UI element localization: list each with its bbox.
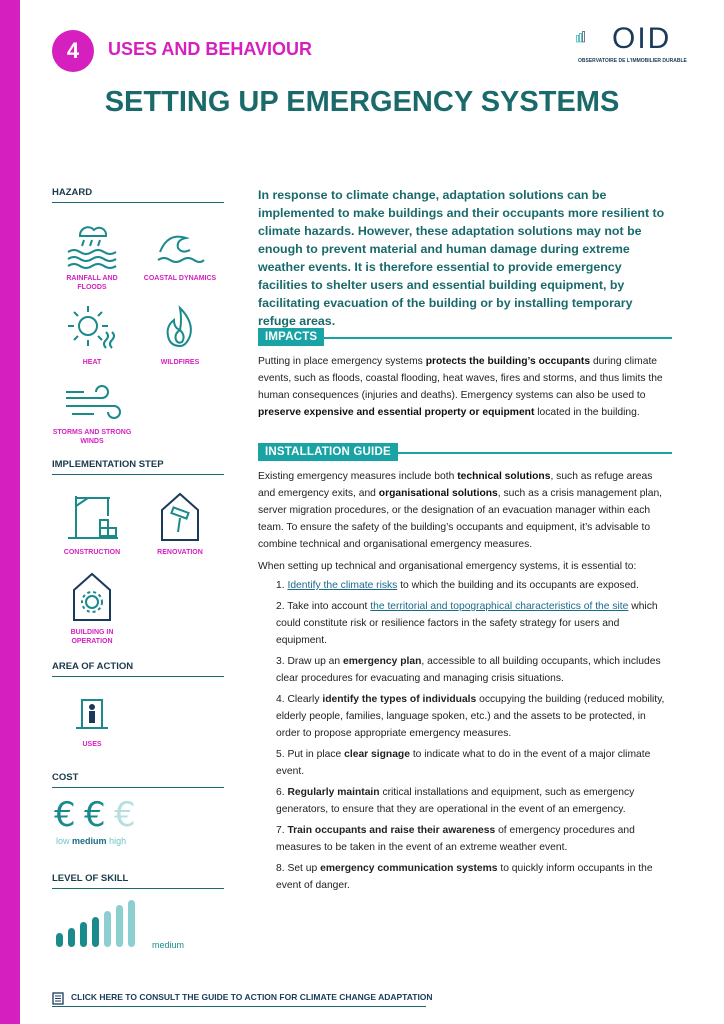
cost-euro-medium-icon: € xyxy=(84,795,106,835)
cost-heading-block xyxy=(52,772,224,788)
impacts-heading: IMPACTS xyxy=(258,328,324,346)
hazard-coastal xyxy=(140,222,220,283)
skill-bar-5 xyxy=(104,911,111,947)
hazard-heading: HAZARD xyxy=(52,187,224,203)
skill-bar-7 xyxy=(128,900,135,947)
hazard-storms-label: STORMS AND STRONG WINDS xyxy=(52,429,132,445)
hazard-wildfires xyxy=(140,302,220,367)
guide-paragraph-1 xyxy=(258,468,672,553)
step-5-text-1: 5. Put in place xyxy=(276,749,345,760)
area-heading-block xyxy=(52,661,224,677)
hazard-heat-label: HEAT xyxy=(82,359,102,366)
list-item xyxy=(276,746,672,780)
step-6-text-1: 6. xyxy=(276,787,288,798)
guide-bold-1: technical solutions xyxy=(457,471,551,482)
skill-level-label: medium xyxy=(152,940,185,950)
step-3-text-1: 3. Draw up an xyxy=(276,656,343,667)
intro-paragraph: In response to climate change, adaptation solutions can be implemented to make buildings and their occupants more resilient to climate hazards. However, these adaptation solutions may not be enough to prevent material and human damage during extreme weather events. It is therefore essential to provide emergency facilities to shelter users and essential building equipment, by facilitating evacuation of the building or by installing temporary refuge areas. xyxy=(258,188,665,328)
cost-heading: COST xyxy=(52,772,224,788)
impacts-paragraph xyxy=(258,353,672,421)
crane-icon xyxy=(62,490,122,544)
step-8-text-1: 8. Set up xyxy=(276,863,321,874)
person-door-icon xyxy=(62,690,122,730)
list-item xyxy=(276,577,672,594)
step-operation xyxy=(52,570,132,646)
step-6-text-2: critical installations and equipment, such as emergency generators, to ensure that they are operational in the event of an emergency. xyxy=(276,787,635,815)
installation-guide-heading: INSTALLATION GUIDE xyxy=(258,443,398,461)
fire-icon xyxy=(150,302,210,354)
hazard-rainfall xyxy=(52,222,132,292)
gear-house-icon xyxy=(62,570,122,624)
step-1-text: to which the building and its occupants are exposed. xyxy=(397,580,639,591)
logo-text: OID xyxy=(612,22,672,55)
hazard-storms xyxy=(52,384,132,446)
section-number-badge xyxy=(52,30,94,72)
cost-euro-high-icon: € xyxy=(114,795,136,835)
footer-underline xyxy=(52,1006,426,1007)
step-2-text-1: 2. Take into account xyxy=(276,601,371,612)
step-4-text-1: 4. Clearly xyxy=(276,694,323,705)
step-7-text-1: 7. xyxy=(276,825,288,836)
step-5-bold: clear signage xyxy=(344,749,410,760)
list-item xyxy=(276,691,672,742)
step-6-bold: Regularly maintain xyxy=(287,787,380,798)
side-accent-bar xyxy=(0,0,20,1024)
area-of-action-heading: AREA OF ACTION xyxy=(52,661,224,677)
site-characteristics-link[interactable]: the territorial and topographical characteristics of the site xyxy=(370,601,629,612)
step-4-bold: identify the types of individuals xyxy=(322,694,477,705)
step-7-bold: Train occupants and raise their awareness xyxy=(287,825,496,836)
step-5-text-2: to indicate what to do in the event of a major climate event. xyxy=(276,749,651,777)
cost-medium-label: medium xyxy=(72,836,107,846)
guide-to-action-link[interactable]: CLICK HERE TO CONSULT THE GUIDE TO ACTION FOR CLIMATE CHANGE ADAPTATION xyxy=(71,992,433,1002)
document-icon[interactable] xyxy=(52,992,64,1005)
list-item xyxy=(276,598,672,649)
cost-low-label: low xyxy=(56,836,70,846)
list-item xyxy=(276,860,672,894)
step-1-number: 1. xyxy=(276,580,288,591)
step-operation-label: BUILDING IN OPERATION xyxy=(70,629,114,645)
hazard-rainfall-label: RAINFALL AND FLOODS xyxy=(66,275,118,291)
cost-high-label: high xyxy=(109,836,127,846)
implementation-step-heading: IMPLEMENTATION STEP xyxy=(52,459,224,475)
rainfall-icon xyxy=(62,222,122,270)
list-item xyxy=(276,653,672,687)
step-2-text-2: which could constitute risk or resilience factors in the safety strategy for users and equipment. xyxy=(276,601,658,646)
hazard-coastal-label: COASTAL DYNAMICS xyxy=(143,275,217,282)
impacts-text-2: during climate events, such as floods, coastal flooding, heat waves, fires and storms, and thus limits the human consequences (injuries and deaths). Emergency systems can also be used to xyxy=(258,356,663,401)
sun-icon xyxy=(62,302,122,354)
step-construction xyxy=(52,490,132,557)
step-3-text-2: , accessible to all building occupants, which includes clear procedures for evacuating and managing crisis situations. xyxy=(276,656,661,684)
step-renovation-label: RENOVATION xyxy=(157,549,203,556)
oid-logo-icon xyxy=(576,22,612,56)
skill-bar-3 xyxy=(80,922,87,947)
step-3-bold: emergency plan xyxy=(342,656,422,667)
hazard-heat xyxy=(52,302,132,367)
logo-subtitle: OBSERVATOIRE DE L'IMMOBILIER DURABLE xyxy=(578,58,687,64)
step-4-text-2: occupying the building (reduced mobility, elderly people, families, language spoken, etc.) and the assets to be protected, in order to propose appropriate emergency measures. xyxy=(276,694,665,739)
skill-bar-2 xyxy=(68,928,75,947)
area-uses xyxy=(52,690,132,749)
guide-text-3: , such as a crisis management plan, server migration procedures, or the designation of an evacuation manager within each team. To ensure the safety of the building’s occupants and equipment, it’s advisable to combine technical and organisational emergency measures. xyxy=(258,488,663,550)
page-title: SETTING UP EMERGENCY SYSTEMS xyxy=(104,86,620,118)
guide-bold-2: organisational solutions xyxy=(378,488,498,499)
step-construction-label: CONSTRUCTION xyxy=(63,549,121,556)
step-heading-block xyxy=(52,459,224,475)
skill-bar-6 xyxy=(116,905,123,947)
level-of-skill-heading: LEVEL OF SKILL xyxy=(52,873,224,889)
identify-climate-risks-link[interactable]: Identify the climate risks xyxy=(287,580,398,591)
wave-icon xyxy=(150,222,210,270)
guide-steps-list xyxy=(276,577,672,898)
impacts-text-3: located in the building. xyxy=(534,407,640,418)
guide-paragraph-2: When setting up technical and organisational emergency systems, it is essential to: xyxy=(258,561,637,572)
paint-roller-icon xyxy=(150,490,210,544)
section-title: USES AND BEHAVIOUR xyxy=(108,39,313,59)
list-item xyxy=(276,822,672,856)
step-renovation xyxy=(140,490,220,557)
step-8-bold: emergency communication systems xyxy=(320,863,498,874)
skill-heading-block xyxy=(52,873,224,889)
impacts-text-1: Putting in place emergency systems xyxy=(258,356,426,367)
list-item xyxy=(276,784,672,818)
guide-text-2: , such as refuge areas and emergency exits, and xyxy=(258,471,653,499)
hazard-heading-block xyxy=(52,187,224,203)
cost-euro-low-icon: € xyxy=(54,795,76,835)
step-8-text-2: to quickly inform occupants in the event of danger. xyxy=(276,863,653,891)
area-uses-label: USES xyxy=(82,741,102,748)
step-7-text-2: of emergency procedures and measures to be taken in the event of an extreme weather event. xyxy=(276,825,635,853)
section-number: 4 xyxy=(66,38,80,63)
impacts-bold-2: preserve expensive and essential property or equipment xyxy=(258,407,535,418)
skill-bar-1 xyxy=(56,933,63,947)
wind-icon xyxy=(62,384,122,424)
guide-text-1: Existing emergency measures include both xyxy=(258,471,458,482)
cost-scale-labels xyxy=(56,836,126,846)
impacts-bold-1: protects the building’s occupants xyxy=(425,356,591,367)
hazard-wildfires-label: WILDFIRES xyxy=(160,359,200,366)
skill-bar-4 xyxy=(92,917,99,947)
